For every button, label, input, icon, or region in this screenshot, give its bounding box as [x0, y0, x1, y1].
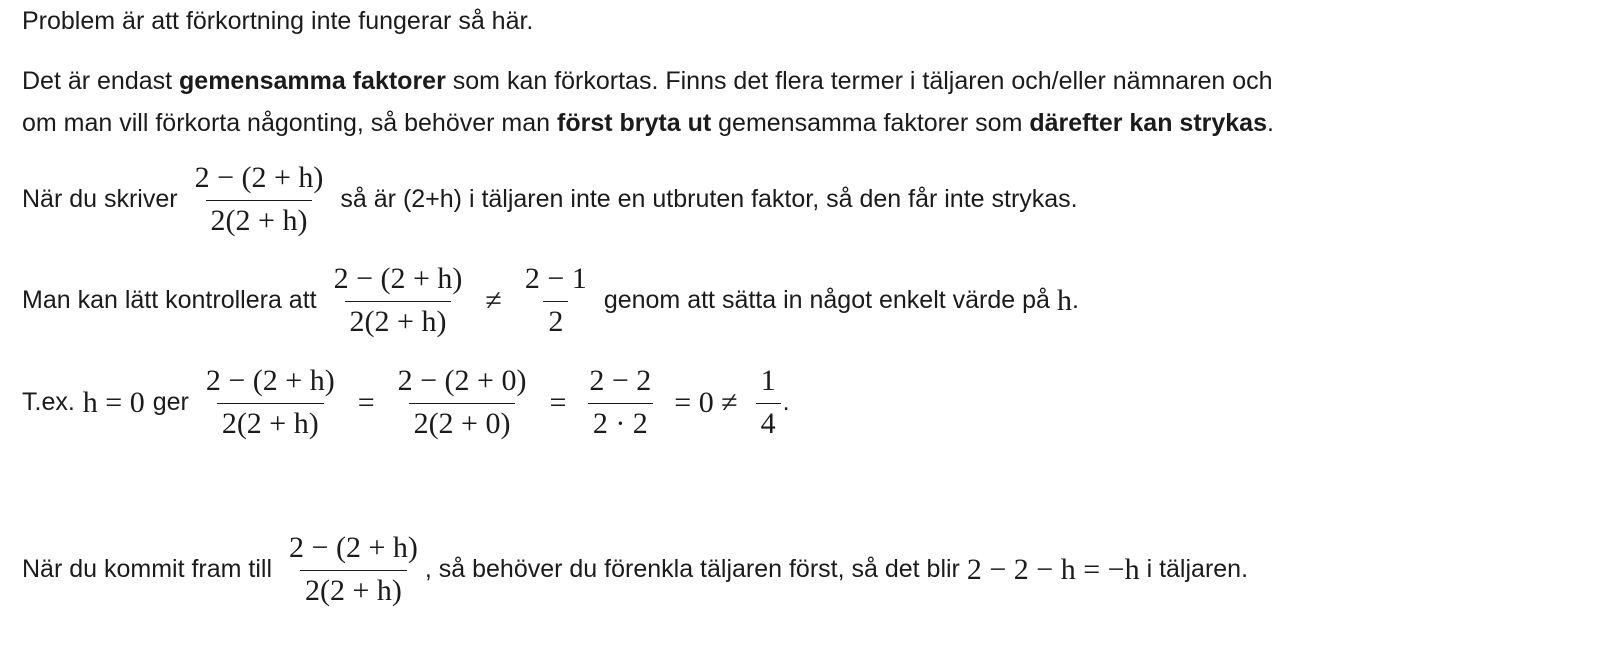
numerator: 2 − (2 + 0)	[397, 364, 527, 397]
text-segment: .	[1267, 109, 1274, 137]
denominator: 2 · 2	[588, 403, 653, 440]
paragraph-explanation-line-1	[22, 60, 1273, 102]
equals-sign: =	[549, 385, 567, 419]
fraction	[584, 365, 656, 441]
math-variable: h	[1056, 283, 1072, 317]
bold-darefter-kan-strykas: därefter kan strykas	[1029, 109, 1267, 137]
denominator: 2(2 + h)	[345, 301, 452, 338]
denominator: 4	[756, 403, 781, 440]
text-segment: När du kommit fram till	[22, 555, 273, 584]
denominator: 2(2 + h)	[206, 200, 313, 237]
numerator: 2 − 2	[589, 364, 652, 397]
text-segment: När du skriver	[22, 185, 178, 214]
bold-forst-bryta-ut: först bryta ut	[557, 109, 712, 137]
paragraph-kommit-fram	[22, 532, 1248, 608]
paragraph-kontrollera	[22, 263, 1079, 339]
numerator: 1	[760, 364, 776, 397]
fraction	[190, 162, 329, 238]
paragraph-exempel	[22, 365, 790, 441]
not-equal-sign: ≠	[485, 283, 502, 317]
math-expression: 2 − 2 − h = −h	[966, 552, 1140, 586]
numerator: 2 − (2 + h)	[205, 364, 335, 397]
text-segment: i täljaren.	[1146, 555, 1249, 584]
text-segment: T.ex.	[22, 388, 75, 417]
text-segment: , så behöver du förenkla täljaren först, så det blir	[424, 555, 960, 584]
denominator: 2(2 + h)	[300, 570, 407, 607]
equals-sign: =	[357, 385, 375, 419]
text-segment: Man kan lätt kontrollera att	[22, 286, 317, 315]
paragraph-skriver	[22, 162, 1078, 238]
fraction	[329, 263, 468, 339]
text-segment: ger	[152, 388, 189, 417]
text-segment: Det är endast	[22, 67, 180, 95]
paragraph-intro	[22, 0, 533, 42]
fraction	[201, 365, 340, 441]
text-segment: gemensamma faktorer som	[711, 109, 1030, 137]
fraction	[520, 263, 592, 339]
numerator: 2 − (2 + h)	[333, 262, 463, 295]
text-segment: .	[782, 388, 790, 417]
numerator: 2 − (2 + h)	[194, 161, 324, 194]
fraction	[284, 532, 423, 608]
text-segment: så är (2+h) i täljaren inte en utbruten faktor, så den får inte strykas.	[340, 185, 1078, 214]
fraction	[756, 365, 781, 441]
math-tail: = 0 ≠	[674, 385, 738, 419]
numerator: 2 − (2 + h)	[289, 531, 418, 564]
text-segment: om man vill förkorta någonting, så behöver man	[22, 109, 557, 137]
text-segment: som kan förkortas. Finns det flera termer i täljaren och/eller nämnaren och	[445, 67, 1273, 95]
text-segment: .	[1071, 286, 1079, 315]
denominator: 2(2 + h)	[217, 403, 324, 440]
intro-text: Problem är att förkortning inte fungerar så här.	[22, 7, 534, 35]
fraction	[393, 365, 532, 441]
paragraph-explanation-line-2	[22, 102, 1274, 144]
denominator: 2(2 + 0)	[409, 403, 516, 440]
denominator: 2	[543, 301, 568, 338]
numerator: 2 − 1	[524, 262, 587, 295]
text-segment: genom att sätta in något enkelt värde på	[603, 286, 1050, 315]
math-condition: h = 0	[82, 385, 145, 419]
bold-gemensamma-faktorer: gemensamma faktorer	[179, 67, 446, 95]
